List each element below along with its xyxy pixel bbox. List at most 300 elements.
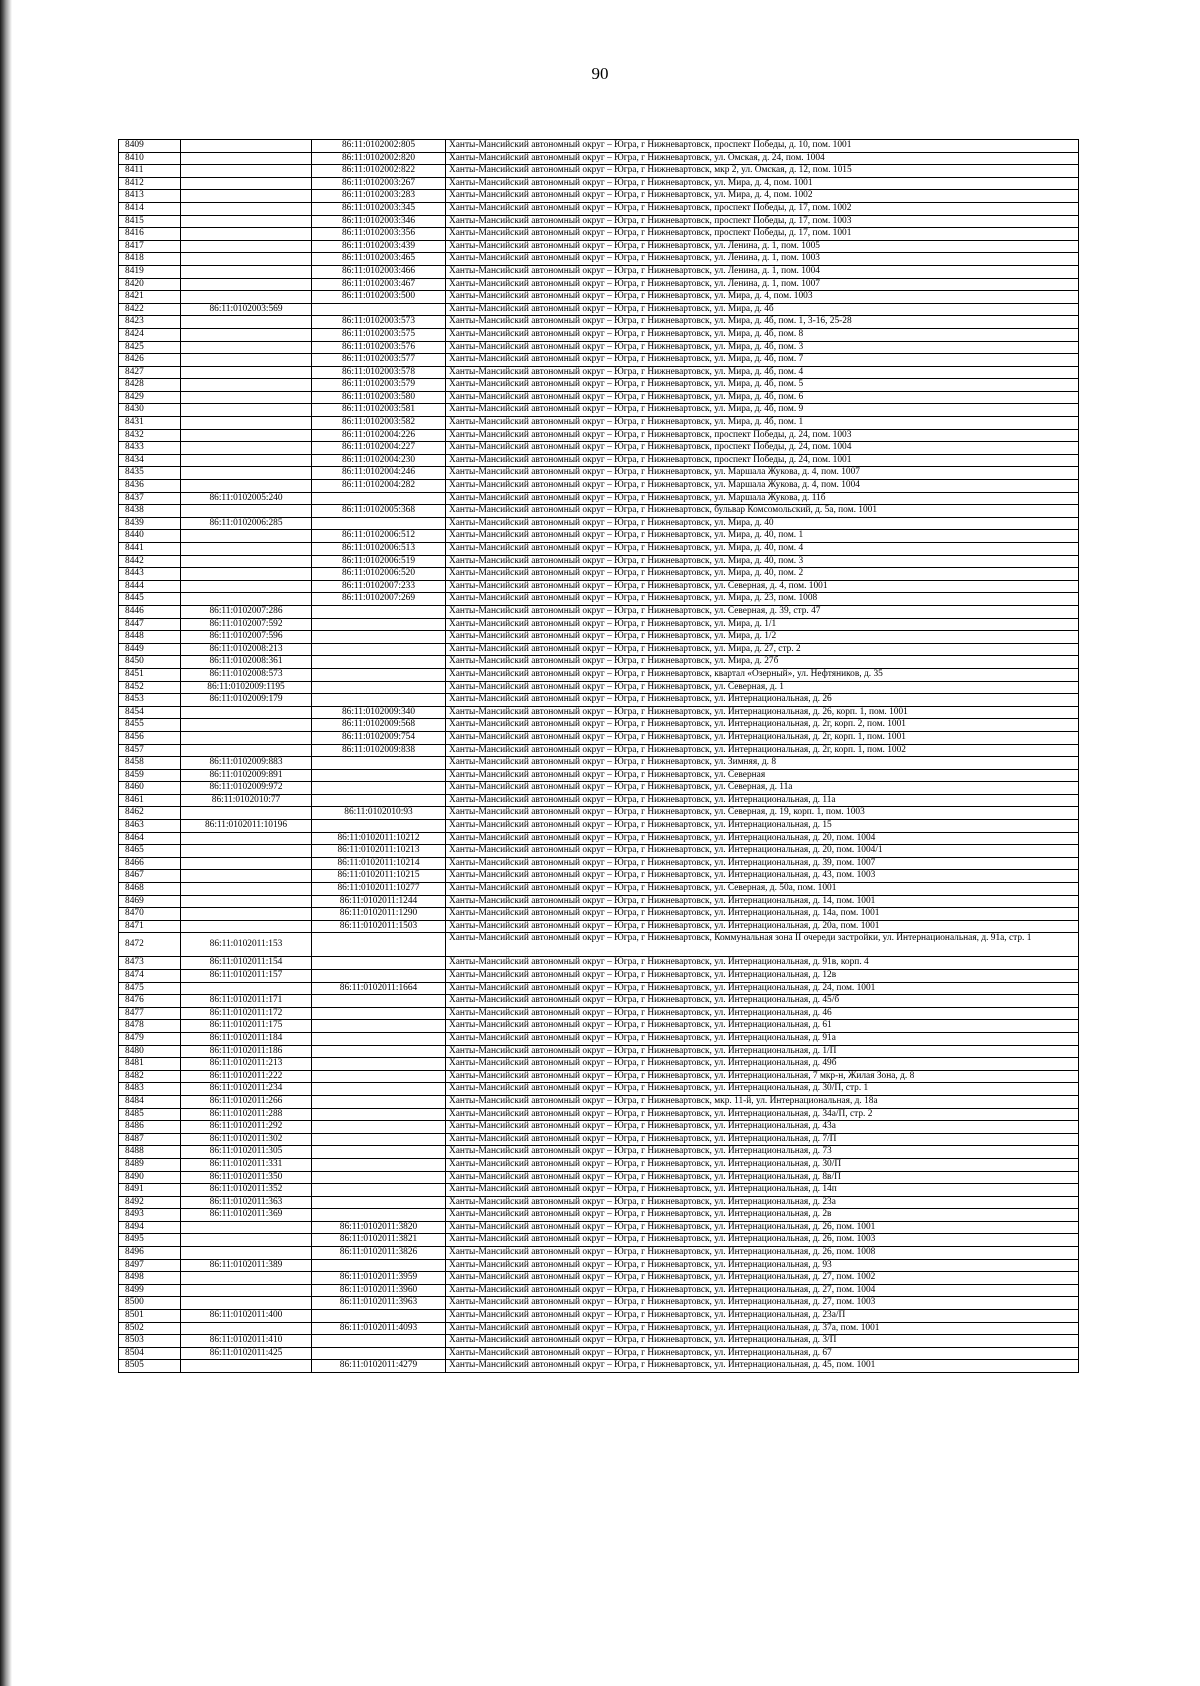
premises-cadastral-number-cell: [312, 1171, 446, 1184]
premises-cadastral-number-cell: 86:11:0102003:573: [312, 316, 446, 329]
row-number-cell: 8464: [119, 832, 181, 845]
table-row: [119, 1284, 1079, 1297]
row-number-cell: 8423: [119, 316, 181, 329]
address-cell: Ханты-Мансийский автономный округ – Югра, г Нижневартовск, ул. Интернациональная, д. 2г, корп. 2, пом. 1001: [446, 719, 1079, 732]
row-number-cell: 8419: [119, 265, 181, 278]
premises-cadastral-number-cell: 86:11:0102003:283: [312, 190, 446, 203]
land-cadastral-number-cell: [181, 1284, 312, 1297]
row-number-cell: 8448: [119, 631, 181, 644]
table-row: [119, 782, 1079, 795]
premises-cadastral-number-cell: 86:11:0102003:465: [312, 253, 446, 266]
table-row: [119, 668, 1079, 681]
land-cadastral-number-cell: [181, 1221, 312, 1234]
row-number-cell: 8480: [119, 1045, 181, 1058]
row-number-cell: 8440: [119, 530, 181, 543]
table-row: [119, 1221, 1079, 1234]
table-row: [119, 442, 1079, 455]
land-cadastral-number-cell: [181, 543, 312, 556]
premises-cadastral-number-cell: [312, 605, 446, 618]
address-cell: Ханты-Мансийский автономный округ – Югра, г Нижневартовск, ул. Интернациональная, д. 3/П: [446, 1335, 1079, 1348]
address-cell: Ханты-Мансийский автономный округ – Югра, г Нижневартовск, ул. Интернациональная, 7 мкр-н, Жилая Зона, д. 8: [446, 1070, 1079, 1083]
table-row: [119, 957, 1079, 970]
address-cell: Ханты-Мансийский автономный округ – Югра, г Нижневартовск, ул. Интернациональная, д. 30/П: [446, 1158, 1079, 1171]
table-row: [119, 1020, 1079, 1033]
row-number-cell: 8495: [119, 1234, 181, 1247]
row-number-cell: 8418: [119, 253, 181, 266]
land-cadastral-number-cell: 86:11:0102011:400: [181, 1310, 312, 1323]
row-number-cell: 8454: [119, 706, 181, 719]
land-cadastral-number-cell: [181, 354, 312, 367]
table-row: [119, 190, 1079, 203]
premises-cadastral-number-cell: 86:11:0102006:520: [312, 568, 446, 581]
land-cadastral-number-cell: [181, 366, 312, 379]
land-cadastral-number-cell: [181, 731, 312, 744]
premises-cadastral-number-cell: 86:11:0102004:230: [312, 454, 446, 467]
premises-cadastral-number-cell: 86:11:0102003:439: [312, 240, 446, 253]
premises-cadastral-number-cell: 86:11:0102006:513: [312, 543, 446, 556]
table-row: [119, 480, 1079, 493]
row-number-cell: 8469: [119, 895, 181, 908]
address-cell: Ханты-Мансийский автономный округ – Югра, г Нижневартовск, ул. Интернациональная, д. 73: [446, 1146, 1079, 1159]
row-number-cell: 8439: [119, 517, 181, 530]
land-cadastral-number-cell: [181, 744, 312, 757]
land-cadastral-number-cell: 86:11:0102011:175: [181, 1020, 312, 1033]
premises-cadastral-number-cell: [312, 1032, 446, 1045]
table-row: [119, 744, 1079, 757]
land-cadastral-number-cell: 86:11:0102011:331: [181, 1158, 312, 1171]
land-cadastral-number-cell: [181, 706, 312, 719]
row-number-cell: 8498: [119, 1272, 181, 1285]
address-cell: Ханты-Мансийский автономный округ – Югра, г Нижневартовск, ул. Мира, д. 4, пом. 1003: [446, 291, 1079, 304]
address-cell: Ханты-Мансийский автономный округ – Югра, г Нижневартовск, ул. Северная: [446, 769, 1079, 782]
land-cadastral-number-cell: [181, 328, 312, 341]
premises-cadastral-number-cell: [312, 1259, 446, 1272]
row-number-cell: 8417: [119, 240, 181, 253]
table-row: [119, 1045, 1079, 1058]
table-row: [119, 505, 1079, 518]
land-cadastral-number-cell: 86:11:0102009:891: [181, 769, 312, 782]
premises-cadastral-number-cell: 86:11:0102011:3821: [312, 1234, 446, 1247]
address-cell: Ханты-Мансийский автономный округ – Югра, г Нижневартовск, ул. Интернациональная, д. 27, пом. 1003: [446, 1297, 1079, 1310]
table-row: [119, 1007, 1079, 1020]
table-row: [119, 643, 1079, 656]
premises-cadastral-number-cell: [312, 1196, 446, 1209]
premises-cadastral-number-cell: 86:11:0102011:4093: [312, 1322, 446, 1335]
premises-cadastral-number-cell: [312, 769, 446, 782]
land-cadastral-number-cell: 86:11:0102009:972: [181, 782, 312, 795]
row-number-cell: 8429: [119, 391, 181, 404]
address-cell: Ханты-Мансийский автономный округ – Югра, г Нижневартовск, ул. Интернациональная, д. 26: [446, 694, 1079, 707]
address-cell: Ханты-Мансийский автономный округ – Югра, г Нижневартовск, ул. Интернациональная, д. 46: [446, 1007, 1079, 1020]
row-number-cell: 8445: [119, 593, 181, 606]
premises-cadastral-number-cell: 86:11:0102004:282: [312, 480, 446, 493]
address-cell: Ханты-Мансийский автономный округ – Югра, г Нижневартовск, ул. Интернациональная, д. 15: [446, 820, 1079, 833]
row-number-cell: 8450: [119, 656, 181, 669]
row-number-cell: 8486: [119, 1121, 181, 1134]
row-number-cell: 8426: [119, 354, 181, 367]
table-row: [119, 1070, 1079, 1083]
land-cadastral-number-cell: [181, 190, 312, 203]
row-number-cell: 8476: [119, 995, 181, 1008]
premises-cadastral-number-cell: 86:11:0102002:805: [312, 140, 446, 153]
premises-cadastral-number-cell: 86:11:0102009:340: [312, 706, 446, 719]
table-row: [119, 883, 1079, 896]
address-cell: Ханты-Мансийский автономный округ – Югра, г Нижневартовск, ул. Интернациональная, д. 20, пом. 1004/1: [446, 845, 1079, 858]
premises-cadastral-number-cell: [312, 1310, 446, 1323]
address-cell: Ханты-Мансийский автономный округ – Югра, г Нижневартовск, ул. Интернациональная, д. 61: [446, 1020, 1079, 1033]
premises-cadastral-number-cell: [312, 668, 446, 681]
address-cell: Ханты-Мансийский автономный округ – Югра, г Нижневартовск, мкр 2, ул. Омская, д. 12, пом. 1015: [446, 165, 1079, 178]
table-row: [119, 1196, 1079, 1209]
address-cell: Ханты-Мансийский автономный округ – Югра, г Нижневартовск, ул. Интернациональная, д. 91а: [446, 1032, 1079, 1045]
land-cadastral-number-cell: 86:11:0102011:350: [181, 1171, 312, 1184]
premises-cadastral-number-cell: [312, 794, 446, 807]
premises-cadastral-number-cell: 86:11:0102003:580: [312, 391, 446, 404]
table-row: [119, 354, 1079, 367]
address-cell: Ханты-Мансийский автономный округ – Югра, г Нижневартовск, ул. Северная, д. 19, корп. 1, пом. 1003: [446, 807, 1079, 820]
address-cell: Ханты-Мансийский автономный округ – Югра, г Нижневартовск, ул. Ленина, д. 1, пом. 1003: [446, 253, 1079, 266]
premises-cadastral-number-cell: 86:11:0102011:1664: [312, 982, 446, 995]
table-row: [119, 165, 1079, 178]
address-cell: Ханты-Мансийский автономный округ – Югра, г Нижневартовск, ул. Мира, д. 27б: [446, 656, 1079, 669]
address-cell: Ханты-Мансийский автономный округ – Югра, г Нижневартовск, ул. Интернациональная, д. 27, пом. 1004: [446, 1284, 1079, 1297]
table-row: [119, 1259, 1079, 1272]
table-row: [119, 253, 1079, 266]
row-number-cell: 8478: [119, 1020, 181, 1033]
table-row: [119, 807, 1079, 820]
table-row: [119, 1171, 1079, 1184]
address-cell: Ханты-Мансийский автономный округ – Югра, г Нижневартовск, ул. Интернациональная, д. 26, пом. 1003: [446, 1234, 1079, 1247]
table-row: [119, 543, 1079, 556]
row-number-cell: 8452: [119, 681, 181, 694]
land-cadastral-number-cell: [181, 580, 312, 593]
premises-cadastral-number-cell: [312, 643, 446, 656]
land-cadastral-number-cell: [181, 1234, 312, 1247]
address-cell: Ханты-Мансийский автономный округ – Югра, г Нижневартовск, ул. Интернациональная, д. 14а, пом. 1001: [446, 908, 1079, 921]
row-number-cell: 8472: [119, 933, 181, 957]
land-cadastral-number-cell: 86:11:0102007:592: [181, 618, 312, 631]
land-cadastral-number-cell: [181, 202, 312, 215]
address-cell: Ханты-Мансийский автономный округ – Югра, г Нижневартовск, ул. Интернациональная, д. 45, пом. 1001: [446, 1360, 1079, 1373]
table-row: [119, 228, 1079, 241]
premises-cadastral-number-cell: 86:11:0102007:269: [312, 593, 446, 606]
address-cell: Ханты-Мансийский автономный округ – Югра, г Нижневартовск, ул. Интернациональная, д. 26, пом. 1001: [446, 1221, 1079, 1234]
premises-cadastral-number-cell: 86:11:0102003:500: [312, 291, 446, 304]
address-cell: Ханты-Мансийский автономный округ – Югра, г Нижневартовск, ул. Интернациональная, д. 24, пом. 1001: [446, 982, 1079, 995]
row-number-cell: 8496: [119, 1247, 181, 1260]
premises-cadastral-number-cell: [312, 1184, 446, 1197]
table-row: [119, 757, 1079, 770]
row-number-cell: 8462: [119, 807, 181, 820]
address-cell: Ханты-Мансийский автономный округ – Югра, г Нижневартовск, ул. Мира, д. 23, пом. 1008: [446, 593, 1079, 606]
premises-cadastral-number-cell: 86:11:0102004:227: [312, 442, 446, 455]
land-cadastral-number-cell: [181, 530, 312, 543]
premises-cadastral-number-cell: 86:11:0102002:822: [312, 165, 446, 178]
table-row: [119, 1158, 1079, 1171]
row-number-cell: 8490: [119, 1171, 181, 1184]
land-cadastral-number-cell: [181, 253, 312, 266]
address-cell: Ханты-Мансийский автономный округ – Югра, г Нижневартовск, ул. Интернациональная, д. 14п: [446, 1184, 1079, 1197]
table-row: [119, 140, 1079, 153]
premises-cadastral-number-cell: 86:11:0102009:568: [312, 719, 446, 732]
land-cadastral-number-cell: [181, 1272, 312, 1285]
row-number-cell: 8463: [119, 820, 181, 833]
land-cadastral-number-cell: 86:11:0102011:425: [181, 1347, 312, 1360]
row-number-cell: 8433: [119, 442, 181, 455]
premises-cadastral-number-cell: 86:11:0102003:578: [312, 366, 446, 379]
address-cell: Ханты-Мансийский автономный округ – Югра, г Нижневартовск, ул. Мира, д. 4б, пом. 9: [446, 404, 1079, 417]
row-number-cell: 8475: [119, 982, 181, 995]
table-row: [119, 152, 1079, 165]
row-number-cell: 8479: [119, 1032, 181, 1045]
address-cell: Ханты-Мансийский автономный округ – Югра, г Нижневартовск, ул. Интернациональная, д. 91в, корп. 4: [446, 957, 1079, 970]
premises-cadastral-number-cell: 86:11:0102004:246: [312, 467, 446, 480]
premises-cadastral-number-cell: [312, 995, 446, 1008]
table-row: [119, 1184, 1079, 1197]
row-number-cell: 8502: [119, 1322, 181, 1335]
address-cell: Ханты-Мансийский автономный округ – Югра, г Нижневартовск, ул. Мира, д. 4б, пом. 6: [446, 391, 1079, 404]
land-cadastral-number-cell: 86:11:0102003:569: [181, 303, 312, 316]
address-cell: Ханты-Мансийский автономный округ – Югра, г Нижневартовск, проспект Победы, д. 17, пом. 1002: [446, 202, 1079, 215]
land-cadastral-number-cell: [181, 857, 312, 870]
land-cadastral-number-cell: [181, 454, 312, 467]
row-number-cell: 8470: [119, 908, 181, 921]
table-row: [119, 580, 1079, 593]
land-cadastral-number-cell: [181, 593, 312, 606]
land-cadastral-number-cell: [181, 278, 312, 291]
table-row: [119, 1247, 1079, 1260]
address-cell: Ханты-Мансийский автономный округ – Югра, г Нижневартовск, ул. Мира, д. 40, пом. 3: [446, 555, 1079, 568]
address-cell: Ханты-Мансийский автономный округ – Югра, г Нижневартовск, ул. Омская, д. 24, пом. 1004: [446, 152, 1079, 165]
land-cadastral-number-cell: [181, 568, 312, 581]
row-number-cell: 8474: [119, 970, 181, 983]
row-number-cell: 8505: [119, 1360, 181, 1373]
address-cell: Ханты-Мансийский автономный округ – Югра, г Нижневартовск, ул. Мира, д. 4б: [446, 303, 1079, 316]
land-cadastral-number-cell: [181, 391, 312, 404]
table-row: [119, 417, 1079, 430]
row-number-cell: 8438: [119, 505, 181, 518]
premises-cadastral-number-cell: 86:11:0102003:267: [312, 177, 446, 190]
row-number-cell: 8482: [119, 1070, 181, 1083]
premises-cadastral-number-cell: 86:11:0102007:233: [312, 580, 446, 593]
premises-cadastral-number-cell: [312, 757, 446, 770]
row-number-cell: 8420: [119, 278, 181, 291]
table-row: [119, 631, 1079, 644]
address-cell: Ханты-Мансийский автономный округ – Югра, г Нижневартовск, ул. Мира, д. 27, стр. 2: [446, 643, 1079, 656]
address-cell: Ханты-Мансийский автономный округ – Югра, г Нижневартовск, ул. Интернациональная, д. 43, пом. 1003: [446, 870, 1079, 883]
table-row: [119, 316, 1079, 329]
premises-cadastral-number-cell: [312, 618, 446, 631]
premises-cadastral-number-cell: [312, 1058, 446, 1071]
land-cadastral-number-cell: [181, 908, 312, 921]
address-cell: Ханты-Мансийский автономный округ – Югра, г Нижневартовск, ул. Интернациональная, д. 39, пом. 1007: [446, 857, 1079, 870]
land-cadastral-number-cell: 86:11:0102011:302: [181, 1133, 312, 1146]
premises-cadastral-number-cell: 86:11:0102011:10215: [312, 870, 446, 883]
row-number-cell: 8459: [119, 769, 181, 782]
address-cell: Ханты-Мансийский автономный округ – Югра, г Нижневартовск, ул. Интернациональная, д. 26, пом. 1008: [446, 1247, 1079, 1260]
row-number-cell: 8436: [119, 480, 181, 493]
premises-cadastral-number-cell: 86:11:0102011:3959: [312, 1272, 446, 1285]
premises-cadastral-number-cell: [312, 517, 446, 530]
premises-cadastral-number-cell: [312, 970, 446, 983]
table-row: [119, 278, 1079, 291]
premises-cadastral-number-cell: 86:11:0102006:519: [312, 555, 446, 568]
address-cell: Ханты-Мансийский автономный округ – Югра, г Нижневартовск, ул. Маршала Жукова, д. 11б: [446, 492, 1079, 505]
land-cadastral-number-cell: [181, 379, 312, 392]
table-row: [119, 177, 1079, 190]
land-cadastral-number-cell: 86:11:0102011:186: [181, 1045, 312, 1058]
address-cell: Ханты-Мансийский автономный округ – Югра, г Нижневартовск, ул. Интернациональная, д. 2в: [446, 1209, 1079, 1222]
table-row: [119, 1146, 1079, 1159]
address-cell: Ханты-Мансийский автономный округ – Югра, г Нижневартовск, ул. Интернациональная, д. 37а, пом. 1001: [446, 1322, 1079, 1335]
premises-cadastral-number-cell: 86:11:0102009:838: [312, 744, 446, 757]
premises-cadastral-number-cell: 86:11:0102003:467: [312, 278, 446, 291]
land-cadastral-number-cell: [181, 1247, 312, 1260]
premises-cadastral-number-cell: 86:11:0102011:10214: [312, 857, 446, 870]
address-cell: Ханты-Мансийский автономный округ – Югра, г Нижневартовск, ул. Зимняя, д. 8: [446, 757, 1079, 770]
land-cadastral-number-cell: 86:11:0102011:352: [181, 1184, 312, 1197]
table-row: [119, 1322, 1079, 1335]
address-cell: Ханты-Мансийский автономный округ – Югра, г Нижневартовск, ул. Маршала Жукова, д. 4, пом. 1004: [446, 480, 1079, 493]
row-number-cell: 8444: [119, 580, 181, 593]
land-cadastral-number-cell: [181, 870, 312, 883]
row-number-cell: 8442: [119, 555, 181, 568]
land-cadastral-number-cell: [181, 429, 312, 442]
row-number-cell: 8503: [119, 1335, 181, 1348]
land-cadastral-number-cell: 86:11:0102007:596: [181, 631, 312, 644]
premises-cadastral-number-cell: 86:11:0102003:579: [312, 379, 446, 392]
land-cadastral-number-cell: [181, 920, 312, 933]
table-row: [119, 933, 1079, 957]
land-cadastral-number-cell: 86:11:0102005:240: [181, 492, 312, 505]
row-number-cell: 8432: [119, 429, 181, 442]
row-number-cell: 8451: [119, 668, 181, 681]
table-row: [119, 517, 1079, 530]
address-cell: Ханты-Мансийский автономный округ – Югра, г Нижневартовск, ул. Северная, д. 4, пом. 1001: [446, 580, 1079, 593]
address-cell: Ханты-Мансийский автономный округ – Югра, г Нижневартовск, ул. Мира, д. 1/1: [446, 618, 1079, 631]
land-cadastral-number-cell: 86:11:0102011:172: [181, 1007, 312, 1020]
row-number-cell: 8461: [119, 794, 181, 807]
table-row: [119, 1083, 1079, 1096]
address-cell: Ханты-Мансийский автономный округ – Югра, г Нижневартовск, ул. Северная, д. 11а: [446, 782, 1079, 795]
table-row: [119, 1347, 1079, 1360]
address-cell: Ханты-Мансийский автономный округ – Югра, г Нижневартовск, ул. Маршала Жукова, д. 4, пом. 1007: [446, 467, 1079, 480]
address-cell: Ханты-Мансийский автономный округ – Югра, г Нижневартовск, ул. Интернациональная, д. 34а/П, стр. 2: [446, 1108, 1079, 1121]
row-number-cell: 8458: [119, 757, 181, 770]
table-row: [119, 845, 1079, 858]
premises-cadastral-number-cell: 86:11:0102003:346: [312, 215, 446, 228]
row-number-cell: 8473: [119, 957, 181, 970]
land-cadastral-number-cell: 86:11:0102006:285: [181, 517, 312, 530]
row-number-cell: 8477: [119, 1007, 181, 1020]
premises-cadastral-number-cell: [312, 957, 446, 970]
address-cell: Ханты-Мансийский автономный округ – Югра, г Нижневартовск, бульвар Комсомольский, д. 5а, пом. 1001: [446, 505, 1079, 518]
address-cell: Ханты-Мансийский автономный округ – Югра, г Нижневартовск, ул. Ленина, д. 1, пом. 1005: [446, 240, 1079, 253]
registry-table-body: [119, 140, 1079, 1373]
address-cell: Ханты-Мансийский автономный округ – Югра, г Нижневартовск, ул. Мира, д. 40: [446, 517, 1079, 530]
premises-cadastral-number-cell: [312, 656, 446, 669]
land-cadastral-number-cell: [181, 140, 312, 153]
address-cell: Ханты-Мансийский автономный округ – Югра, г Нижневартовск, ул. Мира, д. 40, пом. 4: [446, 543, 1079, 556]
table-row: [119, 593, 1079, 606]
address-cell: Ханты-Мансийский автономный округ – Югра, г Нижневартовск, ул. Мира, д. 4б, пом. 7: [446, 354, 1079, 367]
table-row: [119, 1121, 1079, 1134]
row-number-cell: 8443: [119, 568, 181, 581]
land-cadastral-number-cell: 86:11:0102008:361: [181, 656, 312, 669]
address-cell: Ханты-Мансийский автономный округ – Югра, г Нижневартовск, ул. Мира, д. 4б, пом. 1: [446, 417, 1079, 430]
table-row: [119, 530, 1079, 543]
row-number-cell: 8483: [119, 1083, 181, 1096]
row-number-cell: 8441: [119, 543, 181, 556]
address-cell: Ханты-Мансийский автономный округ – Югра, г Нижневартовск, ул. Северная, д. 39, стр. 47: [446, 605, 1079, 618]
premises-cadastral-number-cell: [312, 1121, 446, 1134]
row-number-cell: 8411: [119, 165, 181, 178]
address-cell: Ханты-Мансийский автономный округ – Югра, г Нижневартовск, проспект Победы, д. 24, пом. 1001: [446, 454, 1079, 467]
address-cell: Ханты-Мансийский автономный округ – Югра, г Нижневартовск, ул. Мира, д. 4б, пом. 1, 3-16, 25-28: [446, 316, 1079, 329]
land-cadastral-number-cell: [181, 883, 312, 896]
address-cell: Ханты-Мансийский автономный округ – Югра, г Нижневартовск, ул. Интернациональная, д. 20а, пом. 1001: [446, 920, 1079, 933]
land-cadastral-number-cell: [181, 240, 312, 253]
row-number-cell: 8449: [119, 643, 181, 656]
row-number-cell: 8422: [119, 303, 181, 316]
row-number-cell: 8414: [119, 202, 181, 215]
land-cadastral-number-cell: 86:11:0102010:77: [181, 794, 312, 807]
address-cell: Ханты-Мансийский автономный округ – Югра, г Нижневартовск, мкр. 11-й, ул. Интернациональная, д. 18а: [446, 1095, 1079, 1108]
premises-cadastral-number-cell: 86:11:0102006:512: [312, 530, 446, 543]
land-cadastral-number-cell: 86:11:0102009:179: [181, 694, 312, 707]
address-cell: Ханты-Мансийский автономный округ – Югра, г Нижневартовск, ул. Интернациональная, д. 14, пом. 1001: [446, 895, 1079, 908]
table-row: [119, 1360, 1079, 1373]
row-number-cell: 8412: [119, 177, 181, 190]
land-cadastral-number-cell: [181, 1297, 312, 1310]
premises-cadastral-number-cell: [312, 782, 446, 795]
row-number-cell: 8466: [119, 857, 181, 870]
land-cadastral-number-cell: [181, 1360, 312, 1373]
land-cadastral-number-cell: [181, 152, 312, 165]
table-row: [119, 1133, 1079, 1146]
row-number-cell: 8484: [119, 1095, 181, 1108]
land-cadastral-number-cell: [181, 265, 312, 278]
address-cell: Ханты-Мансийский автономный округ – Югра, г Нижневартовск, ул. Интернациональная, д. 23а: [446, 1196, 1079, 1209]
land-cadastral-number-cell: 86:11:0102011:184: [181, 1032, 312, 1045]
premises-cadastral-number-cell: 86:11:0102003:575: [312, 328, 446, 341]
land-cadastral-number-cell: 86:11:0102011:234: [181, 1083, 312, 1096]
premises-cadastral-number-cell: [312, 1158, 446, 1171]
land-cadastral-number-cell: 86:11:0102011:363: [181, 1196, 312, 1209]
premises-cadastral-number-cell: [312, 1070, 446, 1083]
premises-cadastral-number-cell: 86:11:0102003:345: [312, 202, 446, 215]
premises-cadastral-number-cell: [312, 492, 446, 505]
address-cell: Ханты-Мансийский автономный округ – Югра, г Нижневартовск, ул. Мира, д. 40, пом. 2: [446, 568, 1079, 581]
table-row: [119, 618, 1079, 631]
row-number-cell: 8501: [119, 1310, 181, 1323]
address-cell: Ханты-Мансийский автономный округ – Югра, г Нижневартовск, ул. Интернациональная, д. 27, пом. 1002: [446, 1272, 1079, 1285]
land-cadastral-number-cell: 86:11:0102011:10196: [181, 820, 312, 833]
row-number-cell: 8468: [119, 883, 181, 896]
premises-cadastral-number-cell: [312, 1133, 446, 1146]
table-row: [119, 328, 1079, 341]
row-number-cell: 8487: [119, 1133, 181, 1146]
address-cell: Ханты-Мансийский автономный округ – Югра, г Нижневартовск, ул. Интернациональная, д. 43а: [446, 1121, 1079, 1134]
land-cadastral-number-cell: 86:11:0102011:213: [181, 1058, 312, 1071]
premises-cadastral-number-cell: [312, 1108, 446, 1121]
row-number-cell: 8427: [119, 366, 181, 379]
row-number-cell: 8481: [119, 1058, 181, 1071]
address-cell: Ханты-Мансийский автономный округ – Югра, г Нижневартовск, ул. Интернациональная, д. 2г, корп. 1, пом. 1002: [446, 744, 1079, 757]
table-row: [119, 706, 1079, 719]
premises-cadastral-number-cell: 86:11:0102002:820: [312, 152, 446, 165]
table-row: [119, 1032, 1079, 1045]
